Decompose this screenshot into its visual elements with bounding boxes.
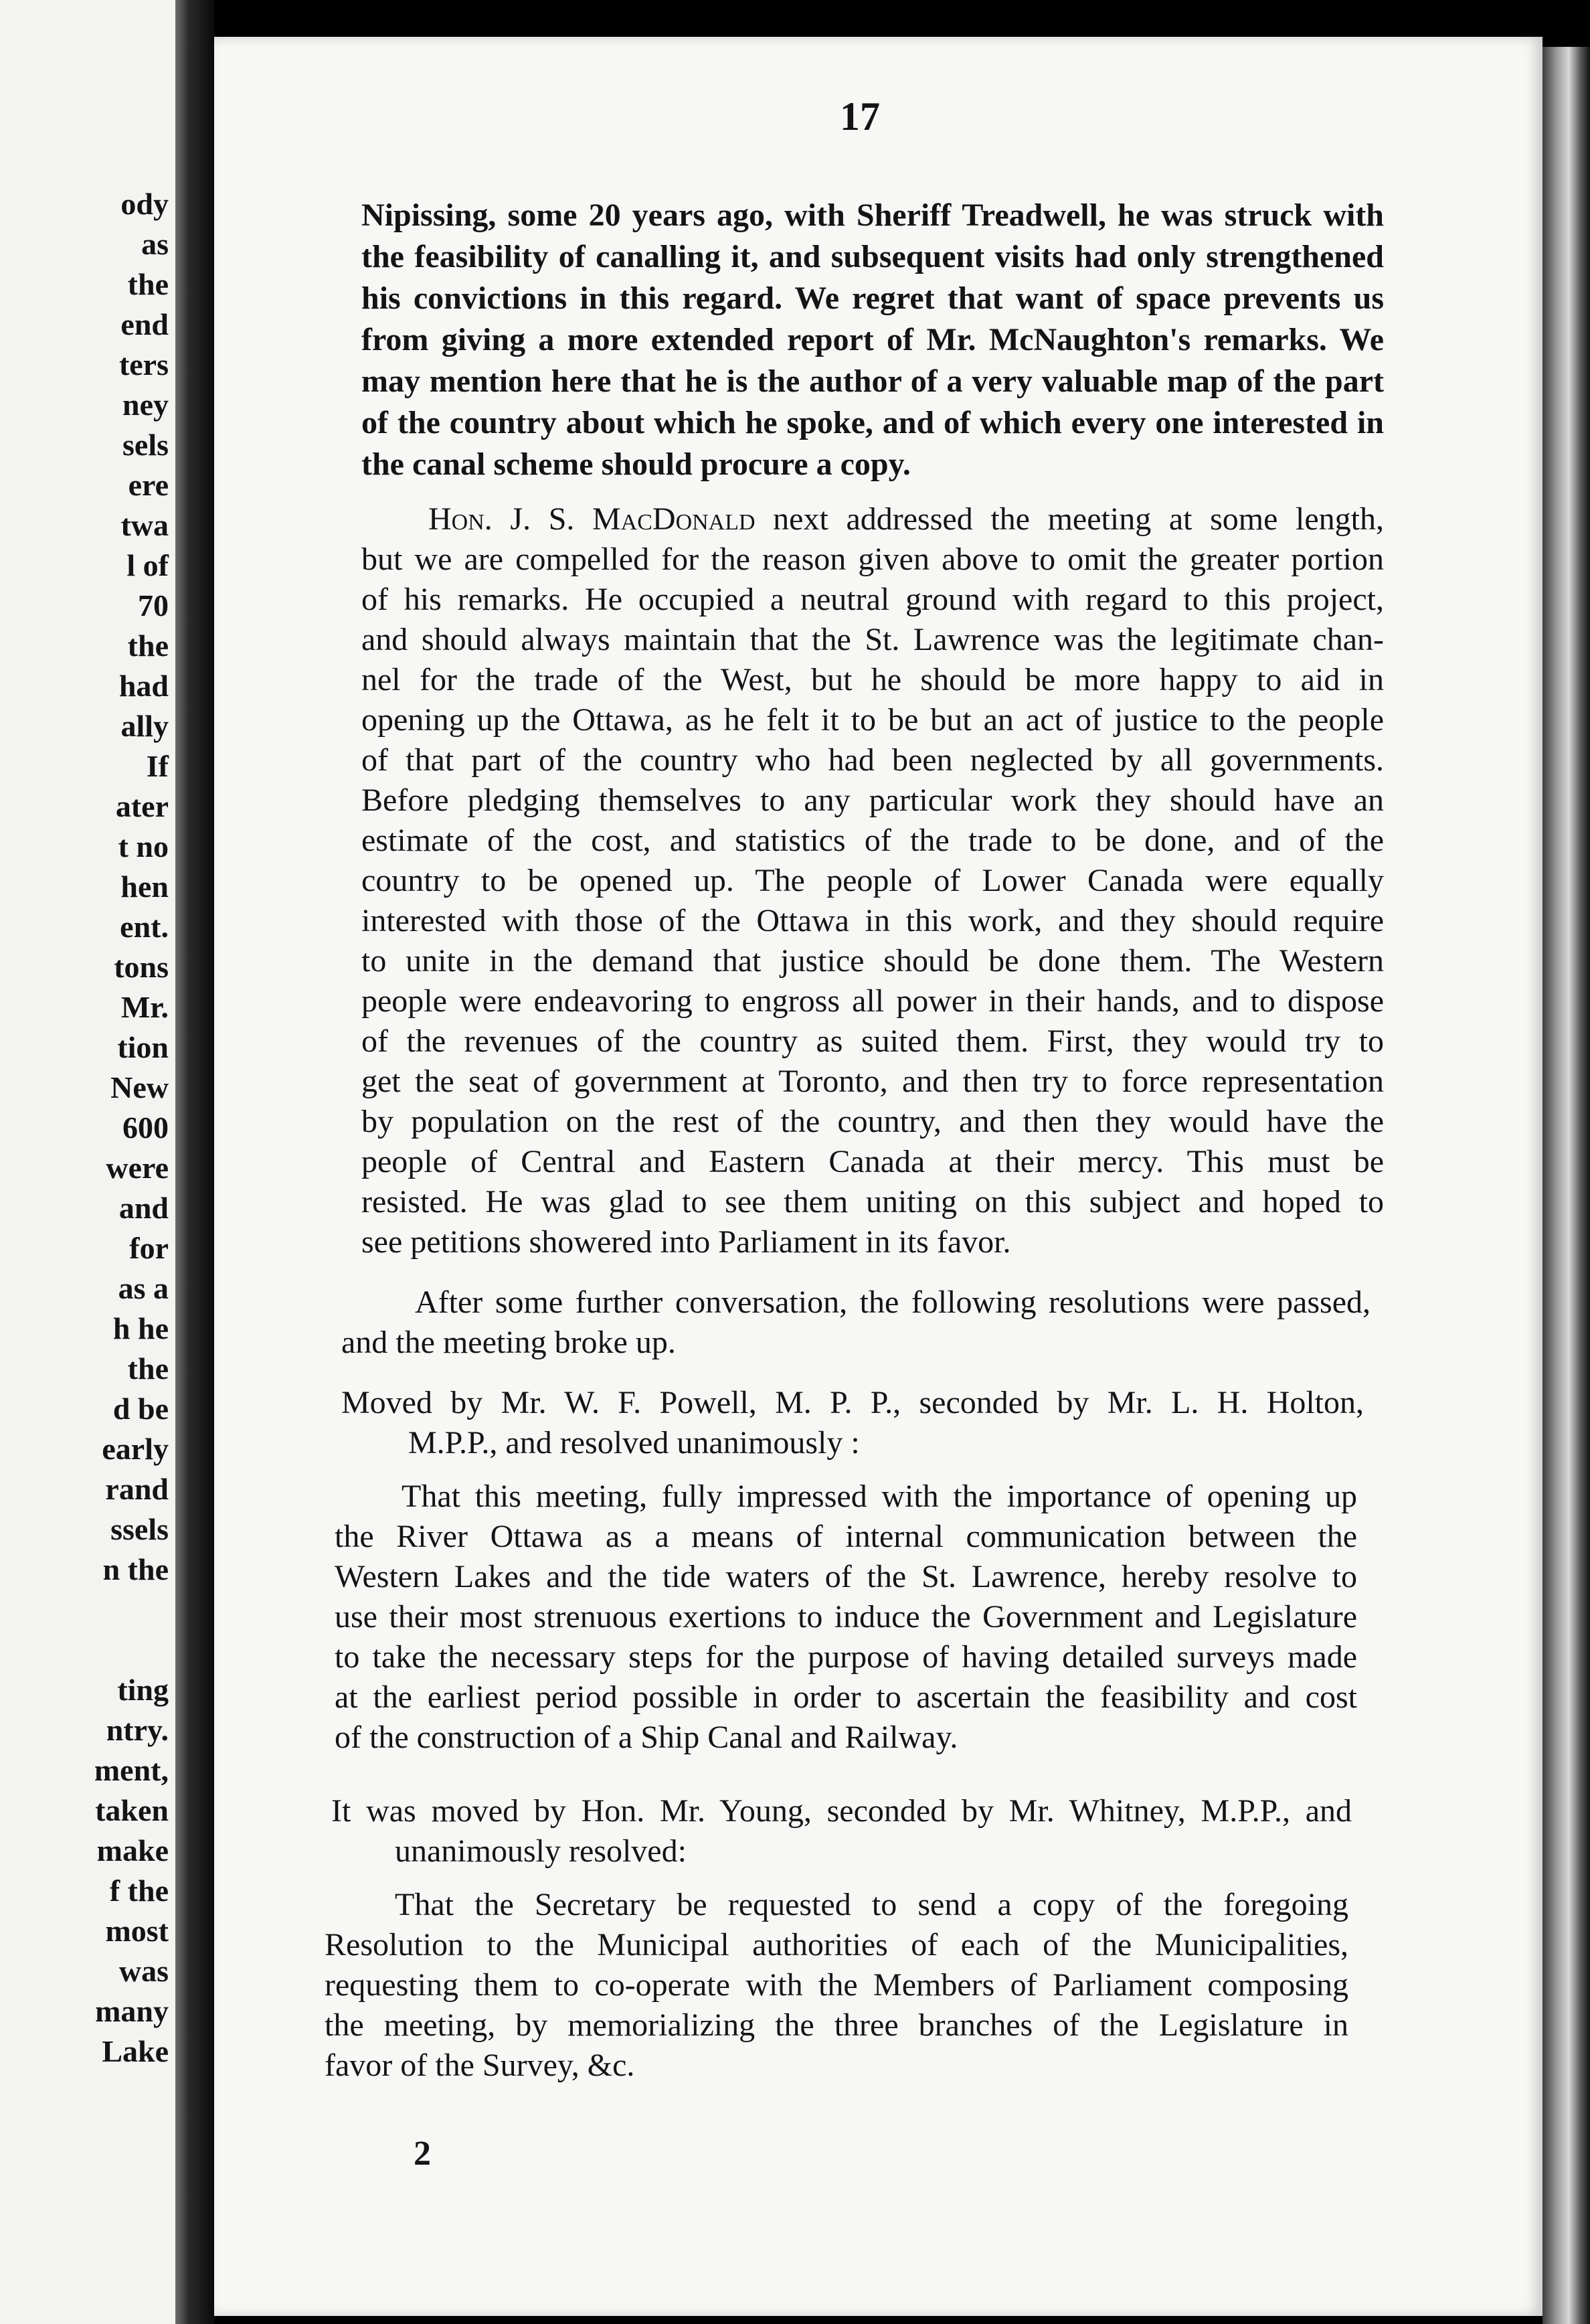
facing-line: ters	[118, 347, 169, 382]
facing-line: sels	[122, 428, 169, 462]
facing-line: ally	[120, 709, 169, 743]
resolution-line: use their most strenuous exertions to induce the Government and Legislature	[335, 1599, 1357, 1635]
resolution-line: the River Ottawa as a means of internal communication between the	[335, 1519, 1357, 1554]
facing-line: were	[106, 1151, 169, 1185]
facing-line: the	[127, 1351, 169, 1386]
resolution-line: That this meeting, fully impressed with the importance of opening up	[402, 1479, 1357, 1514]
facing-line: was	[118, 1954, 169, 1988]
facing-line: If	[146, 749, 169, 783]
text-line: from giving a more extended report of Mr. McNaughton's remarks. We	[361, 322, 1384, 357]
text-line: next addressed the meeting at some length,	[755, 501, 1384, 537]
facing-line: ere	[128, 468, 169, 502]
facing-line: ting	[117, 1673, 169, 1707]
facing-line: h he	[112, 1311, 169, 1345]
facing-line: d be	[112, 1392, 169, 1426]
facing-line: as	[141, 227, 169, 261]
facing-line: l of	[126, 548, 169, 582]
facing-line: for	[129, 1231, 169, 1265]
motion-line: unanimously resolved:	[395, 1833, 687, 1869]
text-line: the canal scheme should procure a copy.	[361, 446, 911, 482]
facing-line: and	[118, 1191, 169, 1225]
facing-page-fragment	[0, 0, 175, 2324]
text-line: opening up the Ottawa, as he felt it to be but an act of justice to the people	[361, 702, 1384, 738]
text-line: but we are compelled for the reason given above to omit the greater portion	[361, 542, 1384, 577]
facing-line: tons	[114, 950, 169, 984]
resolution-line: at the earliest period possible in order to ascertain the feasibility and cost	[335, 1679, 1357, 1715]
text-line: people of Central and Eastern Canada at their mercy. This must be	[361, 1144, 1384, 1179]
facing-line: rand	[105, 1472, 169, 1506]
text-line: see petitions showered into Parliament in its favor.	[361, 1224, 1011, 1260]
resolution-line: the meeting, by memorializing the three branches of the Legislature in	[325, 2007, 1348, 2043]
facing-line: t no	[118, 829, 169, 863]
text-line: the feasibility of canalling it, and subsequent visits had only strengthened	[361, 239, 1384, 274]
resolution-line: to take the necessary steps for the purpose of having detailed surveys made	[335, 1639, 1357, 1675]
page-number: 17	[840, 94, 880, 139]
text-line: get the seat of government at Toronto, and then try to force representation	[361, 1064, 1384, 1099]
text-line: estimate of the cost, and statistics of the trade to be done, and of the	[361, 823, 1384, 858]
facing-line: ssels	[110, 1512, 169, 1546]
motion-line: It was moved by Hon. Mr. Young, seconded by Mr. Whitney, M.P.P., and	[331, 1793, 1352, 1829]
text-line: of the country about which he spoke, and of which every one interested in	[361, 405, 1384, 440]
facing-line: 70	[138, 588, 169, 622]
text-line: and the meeting broke up.	[341, 1325, 676, 1360]
text-line: Nipissing, some 20 years ago, with Sheriff Treadwell, he was struck with	[361, 197, 1384, 233]
motion-line: M.P.P., and resolved unanimously :	[408, 1425, 860, 1461]
text-line: nel for the trade of the West, but he should be more happy to aid in	[361, 662, 1384, 697]
text-line: country to be opened up. The people of Lower Canada were equally	[361, 863, 1384, 898]
facing-line: ater	[115, 789, 169, 823]
facing-line: ney	[122, 388, 169, 422]
facing-line: Lake	[102, 2034, 169, 2068]
facing-line: n the	[102, 1552, 169, 1586]
text-line-speaker	[428, 503, 1384, 535]
facing-line: the	[127, 267, 169, 301]
facing-line: 600	[122, 1110, 169, 1145]
text-line: Before pledging themselves to any particular work they should have an	[361, 782, 1384, 818]
facing-line: early	[102, 1432, 169, 1466]
facing-line: tion	[117, 1030, 169, 1064]
facing-line: most	[105, 1914, 169, 1948]
text-line: of that part of the country who had been neglected by all governments.	[361, 742, 1384, 778]
motion-line: Moved by Mr. W. F. Powell, M. P. P., seconded by Mr. L. H. Holton,	[341, 1385, 1364, 1420]
facing-line: the	[127, 629, 169, 663]
book-gutter-shadow	[175, 0, 214, 2324]
resolution-line: of the construction of a Ship Canal and Railway.	[335, 1720, 958, 1755]
resolution-line: That the Secretary be requested to send a copy of the foregoing	[395, 1887, 1348, 1922]
facing-line: hen	[120, 869, 169, 904]
text-line: After some further conversation, the following resolutions were passed,	[415, 1284, 1371, 1320]
facing-line: f the	[109, 1874, 169, 1908]
speaker-name: Hon. J. S. MacDonald	[428, 501, 756, 537]
text-line: may mention here that he is the author of a very valuable map of the part	[361, 363, 1384, 399]
resolution-line: Resolution to the Municipal authorities of each of the Municipalities,	[325, 1927, 1348, 1963]
resolution-line: requesting them to co-operate with the Members of Parliament composing	[325, 1967, 1348, 2003]
text-line: his convictions in this regard. We regret that want of space prevents us	[361, 280, 1384, 316]
facing-line: ody	[120, 187, 169, 221]
facing-line: as a	[118, 1271, 169, 1305]
text-line: of the revenues of the country as suited them. First, they would try to	[361, 1023, 1384, 1059]
facing-line: ent.	[120, 910, 169, 944]
resolution-line: Western Lakes and the tide waters of the St. Lawrence, hereby resolve to	[335, 1559, 1357, 1594]
text-line: people were endeavoring to engross all power in their hands, and to dispose	[361, 983, 1384, 1019]
resolution-line: favor of the Survey, &c.	[325, 2048, 635, 2083]
facing-line: New	[110, 1070, 169, 1104]
signature-mark: 2	[414, 2135, 431, 2173]
facing-line: ntry.	[106, 1713, 169, 1747]
text-line: to unite in the demand that justice should be done them. The Western	[361, 943, 1384, 979]
text-line: by population on the rest of the country, and then they would have the	[361, 1104, 1384, 1139]
facing-line: make	[96, 1833, 169, 1868]
page-edge	[1542, 47, 1590, 2324]
facing-line: end	[120, 307, 169, 341]
facing-line: ment,	[94, 1753, 169, 1787]
text-line: of his remarks. He occupied a neutral ground with regard to this project,	[361, 582, 1384, 617]
facing-line: Mr.	[120, 990, 169, 1024]
facing-line: twa	[120, 508, 169, 542]
facing-line: taken	[95, 1793, 169, 1827]
facing-line: many	[95, 1994, 169, 2028]
text-line: resisted. He was glad to see them uniting on this subject and hoped to	[361, 1184, 1384, 1220]
facing-line: had	[118, 669, 169, 703]
text-line: and should always maintain that the St. Lawrence was the legitimate chan-	[361, 622, 1384, 657]
text-line: interested with those of the Ottawa in this work, and they should require	[361, 903, 1384, 938]
